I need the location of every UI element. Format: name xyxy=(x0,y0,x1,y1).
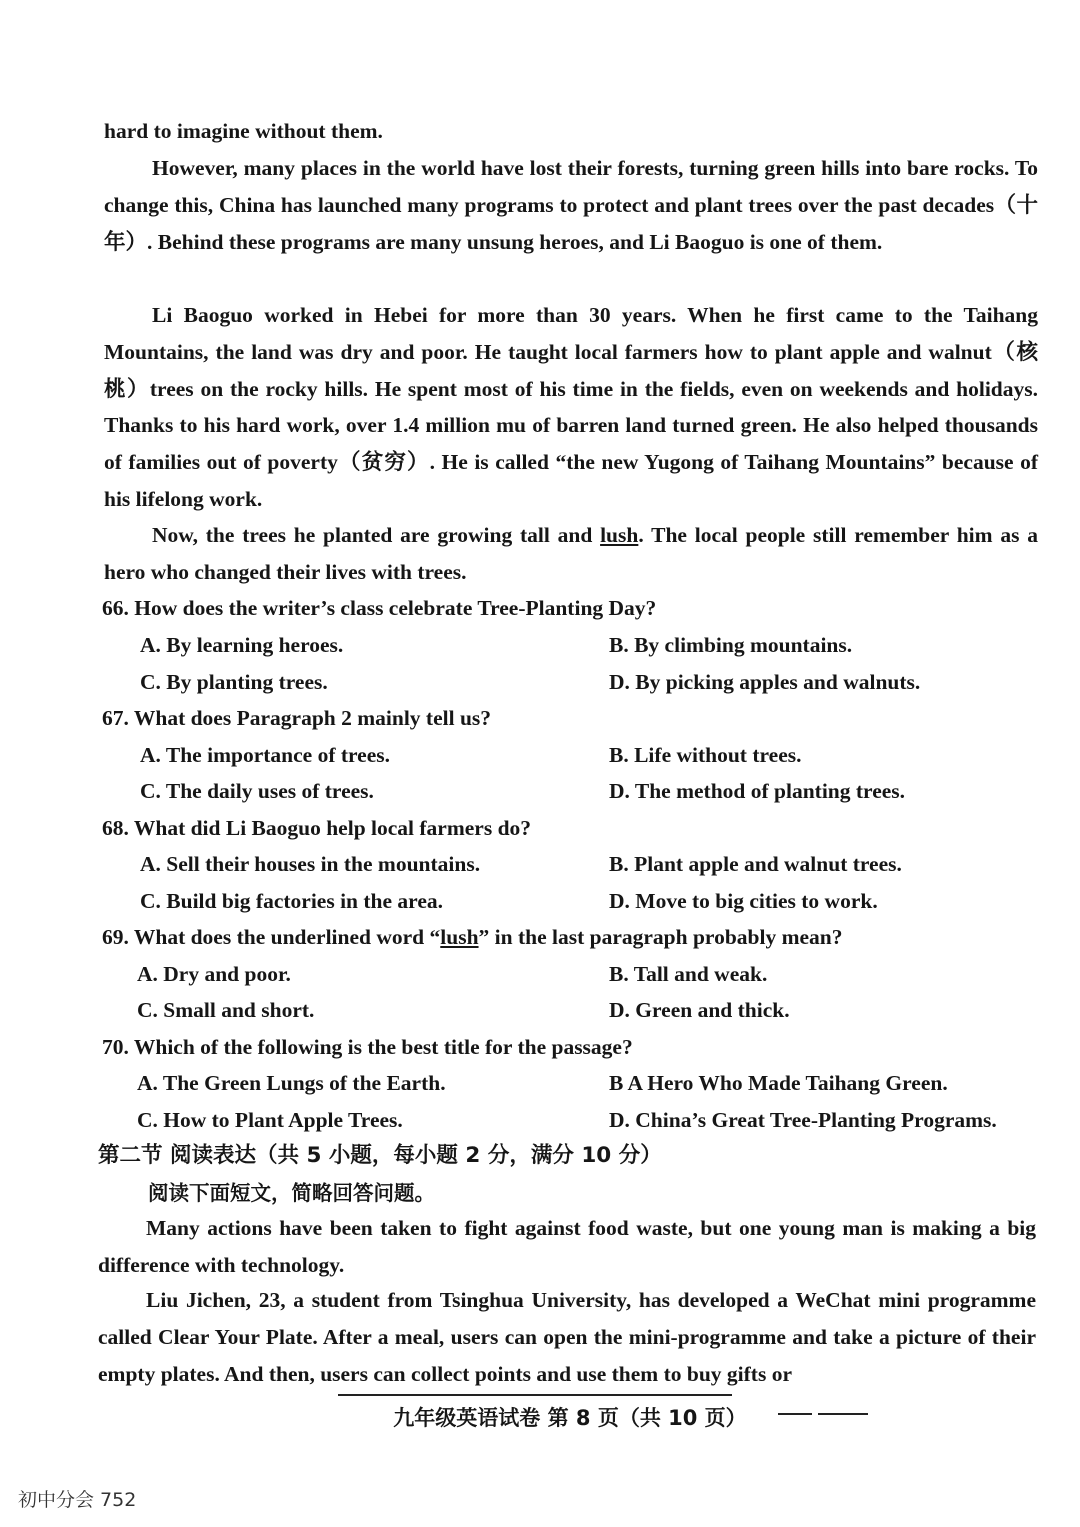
option-69-b: B. Tall and weak. xyxy=(609,962,768,986)
question-text: ” in the last paragraph probably mean? xyxy=(478,925,843,949)
option-68-a: A. Sell their houses in the mountains. xyxy=(140,852,481,876)
option-70-b: B A Hero Who Made Taihang Green. xyxy=(609,1071,948,1095)
option-68-b: B. Plant apple and walnut trees. xyxy=(609,852,902,876)
passage-paragraph-4 xyxy=(104,517,1038,591)
question-70: 70. Which of the following is the best title for the passage? xyxy=(102,1035,633,1059)
option-69-a: A. Dry and poor. xyxy=(137,962,291,986)
question-68: 68. What did Li Baoguo help local farmers do? xyxy=(102,816,532,840)
option-67-b: B. Life without trees. xyxy=(609,743,802,767)
question-69 xyxy=(102,919,1042,956)
option-69-d: D. Green and thick. xyxy=(609,998,790,1022)
page-footer: 九年级英语试卷 第 8 页（共 10 页） xyxy=(393,1406,747,1430)
section-2-heading: 第二节 阅读表达（共 5 小题，每小题 2 分，满分 10 分） xyxy=(98,1143,662,1168)
passage-paragraph-continuation: hard to imagine without them. xyxy=(104,119,383,143)
paragraph-text: Now, the trees he planted are growing tall and xyxy=(152,523,601,547)
option-66-a: A. By learning heroes. xyxy=(140,633,344,657)
option-67-d: D. The method of planting trees. xyxy=(609,779,906,803)
question-text: 69. What does the underlined word “ xyxy=(102,925,441,949)
passage-paragraph-3: Li Baoguo worked in Hebei for more than 30 years. When he first came to the Taihang Mountains, the land was dry and poor. He taught local farmers how to plant apple and walnut（核桃）trees on the rocky hills. He spent most of his time in the fields, even on weekends and holidays. Thanks to his hard work, over 1.4 million mu of barren land turned green. He also helped thousands of families out of poverty（贫穷）. He is called “the new Yugong of Taihang Mountains” because of his lifelong work. xyxy=(104,303,1038,511)
question-67: 67. What does Paragraph 2 mainly tell us? xyxy=(102,706,492,730)
watermark-text: 初中分会 752 xyxy=(18,1489,137,1511)
passage-paragraph-2: However, many places in the world have lost their forests, turning green hills into bare rocks. To change this, China has launched many programs to protect and plant trees over the past decades（十年）. Behind these programs are many unsung heroes, and Li Baoguo is one of them. xyxy=(104,156,1038,254)
option-70-a: A. The Green Lungs of the Earth. xyxy=(137,1071,446,1095)
option-66-c: C. By planting trees. xyxy=(140,670,328,694)
option-68-d: D. Move to big cities to work. xyxy=(609,889,878,913)
option-68-c: C. Build big factories in the area. xyxy=(140,889,443,913)
paragraph-text: . The local people still remember him as a hero who changed their lives with trees. xyxy=(104,523,1038,584)
section-2-instruction: 阅读下面短文，简略回答问题。 xyxy=(148,1181,435,1205)
section-2-paragraph-1: Many actions have been taken to fight against food waste, but one young man is making a big difference with technology. xyxy=(98,1216,1036,1277)
section-2-paragraph-2: Liu Jichen, 23, a student from Tsinghua University, has developed a WeChat mini programme called Clear Your Plate. After a meal, users can open the mini-programme and take a picture of their empty plates. And then, users can collect points and use them to buy gifts or xyxy=(98,1288,1036,1386)
option-67-c: C. The daily uses of trees. xyxy=(140,779,374,803)
option-66-b: B. By climbing mountains. xyxy=(609,633,853,657)
option-69-c: C. Small and short. xyxy=(137,998,315,1022)
option-67-a: A. The importance of trees. xyxy=(140,743,390,767)
underlined-word-lush: lush xyxy=(600,523,639,547)
option-70-d: D. China’s Great Tree-Planting Programs. xyxy=(609,1108,997,1132)
question-66: 66. How does the writer’s class celebrate Tree-Planting Day? xyxy=(102,596,657,620)
footer-divider xyxy=(338,1394,732,1396)
option-70-c: C. How to Plant Apple Trees. xyxy=(137,1108,403,1132)
underlined-word-lush: lush xyxy=(440,925,479,949)
option-66-d: D. By picking apples and walnuts. xyxy=(609,670,921,694)
